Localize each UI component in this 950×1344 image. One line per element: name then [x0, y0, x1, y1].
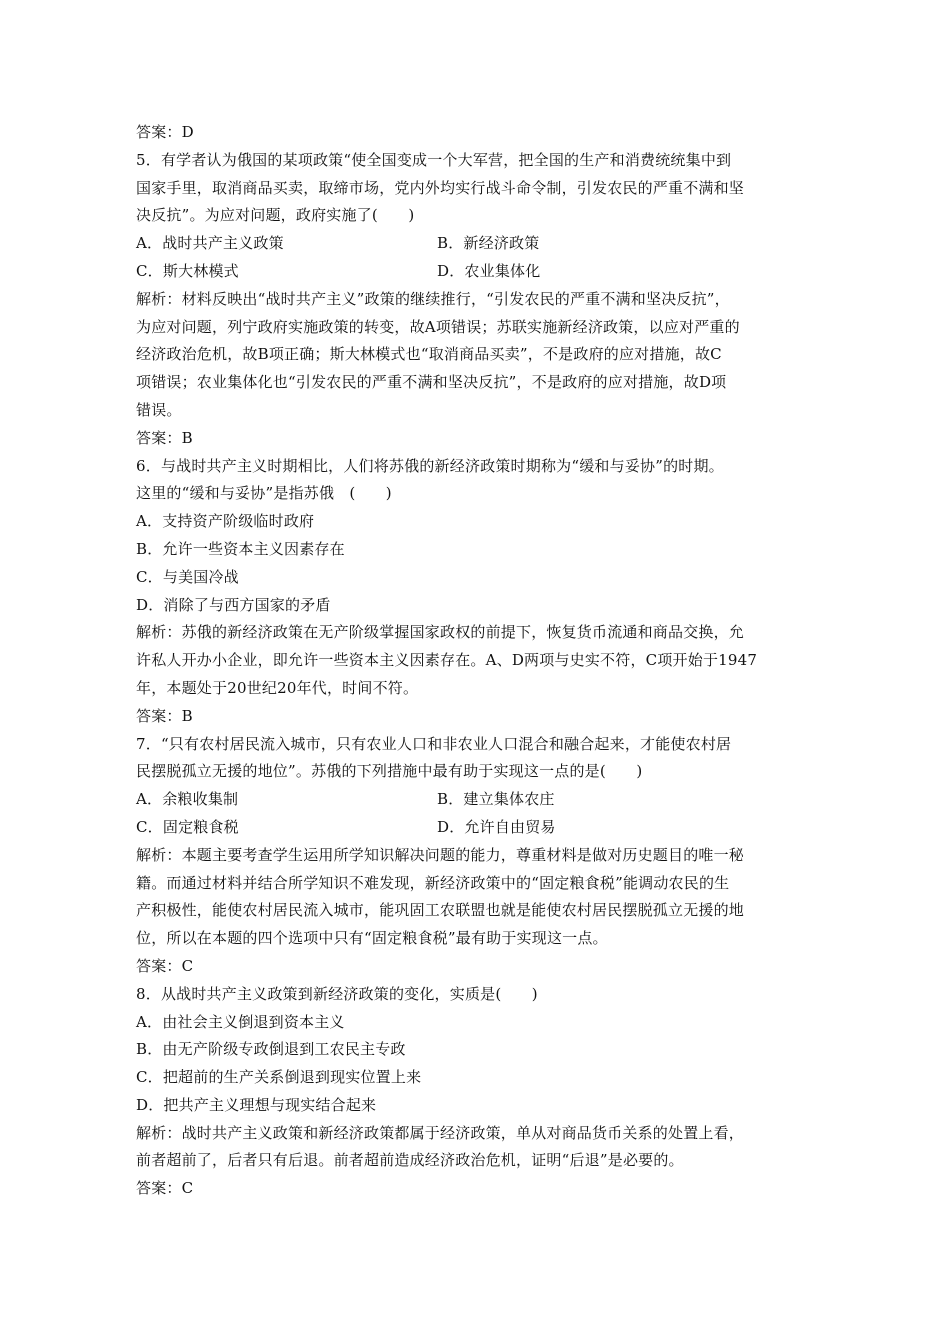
analysis-line: 位，所以在本题的四个选项中只有“固定粮食税”最有助于实现这一点。: [136, 929, 608, 948]
option-a: A．支持资产阶级临时政府: [136, 512, 315, 531]
analysis-line: 产积极性，能使农村居民流入城市，能巩固工农联盟也就是能使农村居民摆脱孤立无援的地: [136, 901, 745, 920]
analysis-line: 解析：材料反映出“战时共产主义”政策的继续推行，“引发农民的严重不满和坚决反抗”，: [136, 289, 730, 308]
question-stem-line: 6．与战时共产主义时期相比，人们将苏俄的新经济政策时期称为“缓和与妥协”的时期。: [136, 456, 724, 475]
option-d: D．允许自由贸易: [437, 817, 556, 836]
question-5: [136, 147, 826, 453]
option-a: A．余粮收集制: [136, 790, 239, 809]
option-a: A．战时共产主义政策: [136, 234, 284, 253]
answer-line: 答案：B: [136, 428, 193, 447]
question-stem-line: 国家手里，取消商品买卖，取缔市场，党内外均实行战斗命令制，引发农民的严重不满和坚: [136, 178, 745, 197]
question-stem-line: 民摆脱孤立无援的地位”。苏俄的下列措施中最有助于实现这一点的是( ): [136, 762, 643, 781]
option-d: D．农业集体化: [437, 261, 541, 280]
option-b: B．由无产阶级专政倒退到工农民主专政: [136, 1040, 406, 1059]
question-stem-line: 这里的“缓和与妥协”是指苏俄 ( ): [136, 484, 392, 503]
analysis-line: 经济政治危机，故B项正确；斯大林模式也“取消商品买卖”，不是政府的应对措施，故C: [136, 345, 722, 364]
analysis-line: 解析：本题主要考查学生运用所学知识解决问题的能力，尊重材料是做对历史题目的唯一秘: [136, 845, 745, 864]
option-row: [136, 814, 826, 842]
question-stem-line: 5．有学者认为俄国的某项政策“使全国变成一个大军营，把全国的生产和消费统统集中到: [136, 150, 732, 169]
answer-line: 答案：B: [136, 706, 193, 725]
question-6: [136, 453, 826, 731]
option-d: D．消除了与西方国家的矛盾: [136, 595, 331, 614]
analysis-line: 项错误；农业集体化也“引发农民的严重不满和坚决反抗”，不是政府的应对措施，故D项: [136, 373, 727, 392]
analysis-line: 籍。而通过材料并结合所学知识不难发现，新经济政策中的“固定粮食税”能调动农民的生: [136, 873, 730, 892]
analysis-line: 解析：战时共产主义政策和新经济政策都属于经济政策，单从对商品货币关系的处置上看，: [136, 1123, 745, 1142]
option-row: [136, 258, 826, 286]
analysis-line: 为应对问题，列宁政府实施政策的转变，故A项错误；苏联实施新经济政策，以应对严重的: [136, 317, 740, 336]
answer-line: 答案：D: [136, 123, 194, 141]
option-d: D．把共产主义理想与现实结合起来: [136, 1095, 377, 1114]
option-b: B．建立集体农庄: [437, 790, 555, 809]
analysis-line: 许私人开办小企业，即允许一些资本主义因素存在。A、D两项与史实不符，C项开始于1947: [136, 651, 758, 670]
option-c: C．把超前的生产关系倒退到现实位置上来: [136, 1068, 422, 1087]
option-b: B．新经济政策: [437, 234, 540, 253]
question-stem-line: 决反抗”。为应对问题，政府实施了( ): [136, 206, 415, 225]
question-stem-line: 8．从战时共产主义政策到新经济政策的变化，实质是( ): [136, 984, 538, 1003]
analysis-line: 解析：苏俄的新经济政策在无产阶级掌握国家政权的前提下，恢复货币流通和商品交换，允: [136, 623, 745, 642]
answer-line: 答案：C: [136, 1179, 194, 1198]
analysis-line: 前者超前了，后者只有后退。前者超前造成经济政治危机，证明“后退”是必要的。: [136, 1151, 684, 1170]
answer-line: 答案：C: [136, 956, 194, 975]
question-stem-line: 7．“只有农村居民流入城市，只有农业人口和非农业人口混合和融合起来，才能使农村居: [136, 734, 732, 753]
question-7: [136, 731, 826, 981]
analysis-line: 年，本题处于20世纪20年代，时间不符。: [136, 678, 419, 697]
option-row: [136, 786, 826, 814]
option-row: [136, 230, 826, 258]
option-c: C．固定粮食税: [136, 817, 239, 836]
question-8: [136, 981, 826, 1203]
document-page: [136, 119, 826, 1203]
analysis-line: 错误。: [136, 400, 182, 419]
option-c: C．斯大林模式: [136, 261, 239, 280]
option-b: B．允许一些资本主义因素存在: [136, 539, 345, 558]
option-a: A．由社会主义倒退到资本主义: [136, 1012, 345, 1031]
option-c: C．与美国冷战: [136, 567, 239, 586]
